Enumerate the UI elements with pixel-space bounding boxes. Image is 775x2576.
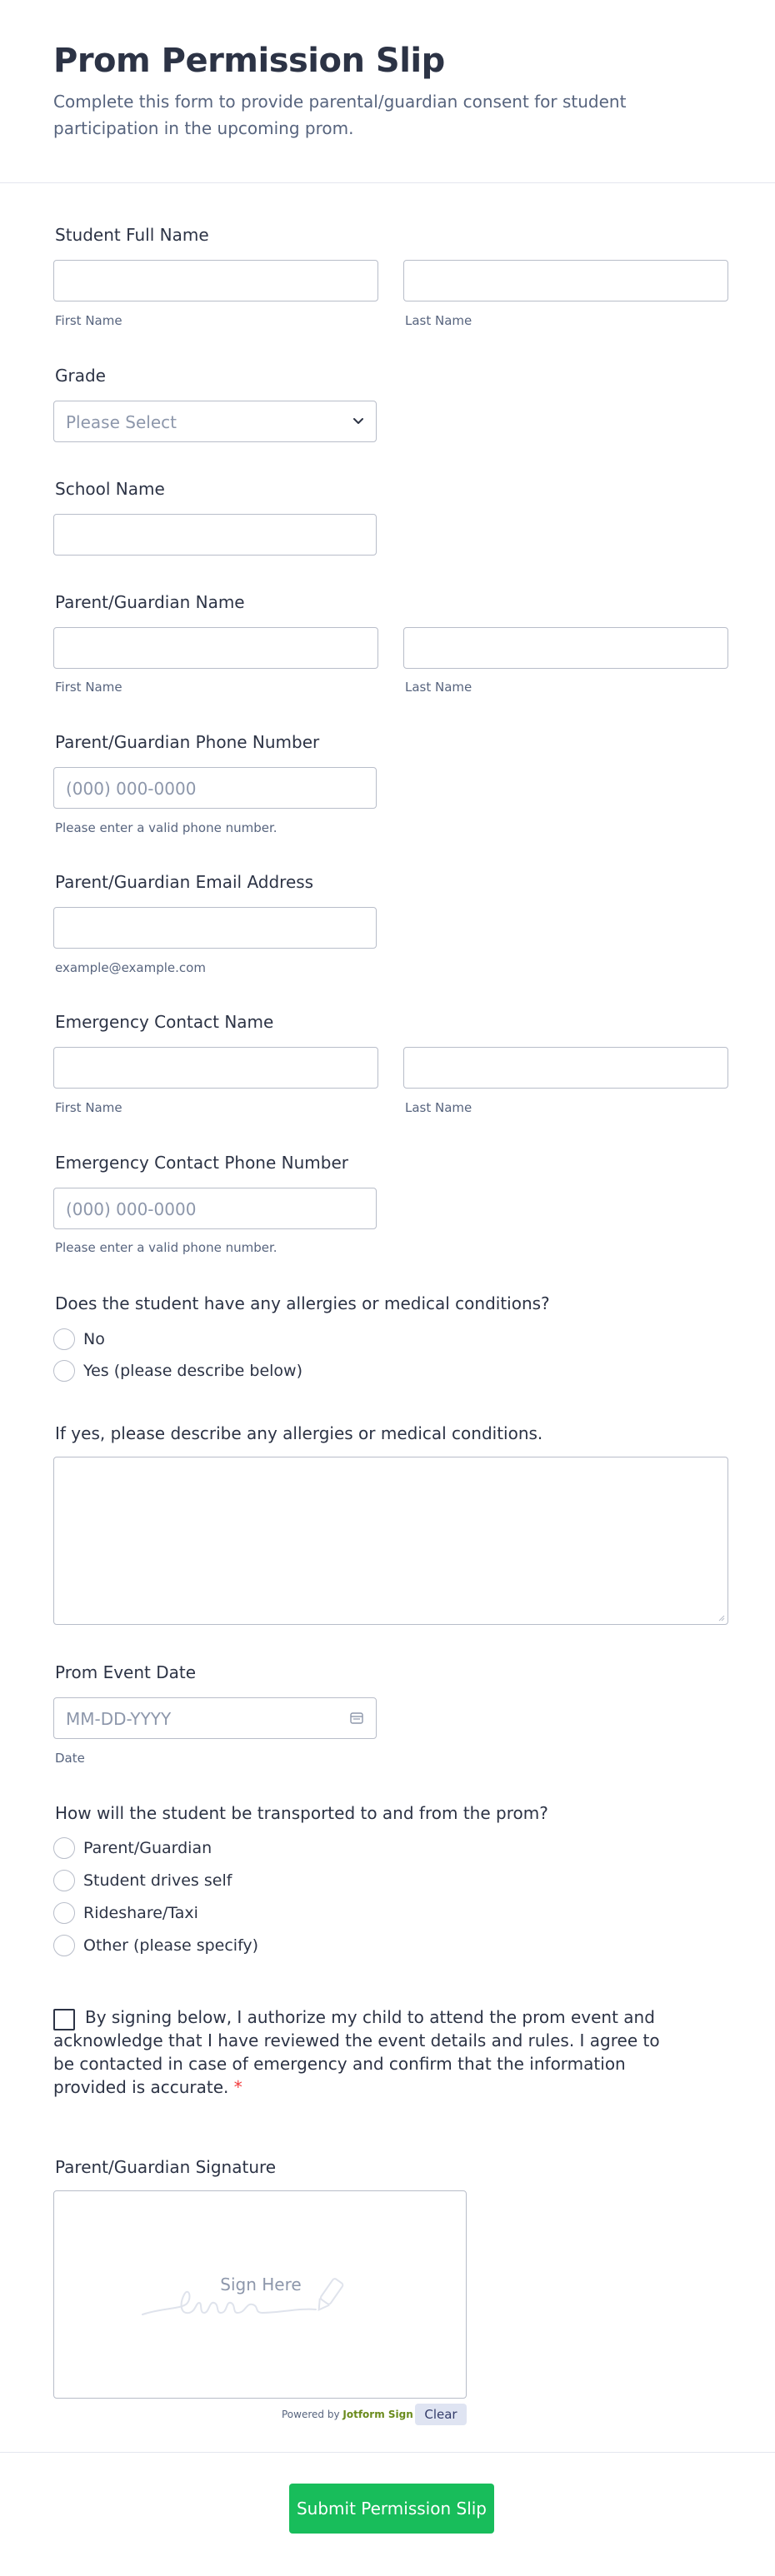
guardian-phone-label: Parent/Guardian Phone Number [55,732,320,752]
clear-signature-button[interactable]: Clear [415,2404,467,2425]
student-last-name-input[interactable] [403,260,728,301]
event-date-sublabel: Date [55,1751,85,1766]
signature-pad[interactable] [53,2190,467,2399]
allergy-description-label: If yes, please describe any allergies or medical conditions. [55,1423,543,1443]
grade-placeholder: Please Select [66,412,177,432]
footer-divider [0,2452,775,2453]
guardian-email-label: Parent/Guardian Email Address [55,872,314,892]
school-name-input[interactable] [53,514,377,556]
allergy-description-textarea[interactable] [53,1457,728,1625]
resize-handle-icon[interactable] [717,1613,725,1622]
school-name-label: School Name [55,479,165,499]
transport-option-label: Student drives self [83,1871,232,1890]
signature-placeholder: Sign Here [220,2275,302,2294]
guardian-last-name-sublabel: Last Name [405,680,472,695]
jotform-sign-brand[interactable]: Jotform Sign [342,2409,413,2420]
allergies-option-label: No [83,1330,105,1348]
required-asterisk: * [233,2077,242,2097]
emergency-phone-input[interactable] [53,1188,377,1229]
student-last-name-sublabel: Last Name [405,313,472,328]
event-date-placeholder: MM-DD-YYYY [66,1709,172,1729]
student-first-name-input[interactable] [53,260,378,301]
guardian-last-name-input[interactable] [403,627,728,669]
guardian-first-name-sublabel: First Name [55,680,122,695]
allergies-label: Does the student have any allergies or medical conditions? [55,1293,550,1313]
guardian-first-name-input[interactable] [53,627,378,669]
consent-statement: By signing below, I authorize my child to attend the prom event and acknowledge that I have reviewed the event details and rules. I agree to be contacted in case of emergency and confirm that the information provided is accurate. [53,2007,660,2097]
event-date-input[interactable] [53,1697,377,1739]
signature-label: Parent/Guardian Signature [55,2157,277,2177]
student-name-label: Student Full Name [55,225,209,245]
submit-button[interactable]: Submit Permission Slip [289,2484,494,2534]
emergency-phone-placeholder: (000) 000-0000 [66,1199,197,1219]
emergency-first-name-sublabel: First Name [55,1100,122,1115]
grade-label: Grade [55,366,106,386]
transport-option-label: Rideshare/Taxi [83,1904,198,1922]
transport-option-label: Other (please specify) [83,1936,259,1955]
guardian-name-label: Parent/Guardian Name [55,592,245,612]
radio-button[interactable] [53,1837,75,1859]
allergies-option-label: Yes (please describe below) [83,1362,303,1380]
chevron-down-icon [351,413,366,428]
consent-text [53,2005,670,2099]
grade-select[interactable] [53,401,377,442]
guardian-phone-input[interactable] [53,767,377,809]
radio-button[interactable] [53,1902,75,1924]
transport-option-label: Parent/Guardian [83,1839,212,1857]
radio-button[interactable] [53,1328,75,1350]
powered-by-text [282,2409,413,2420]
form-header [0,0,775,183]
guardian-email-hint: example@example.com [55,960,206,975]
guardian-phone-hint: Please enter a valid phone number. [55,820,278,835]
emergency-phone-label: Emergency Contact Phone Number [55,1153,348,1173]
emergency-name-label: Emergency Contact Name [55,1012,274,1032]
emergency-phone-hint: Please enter a valid phone number. [55,1240,278,1255]
guardian-email-input[interactable] [53,907,377,949]
student-first-name-sublabel: First Name [55,313,122,328]
radio-button[interactable] [53,1360,75,1382]
signature-scribble-icon [138,2266,388,2324]
form-title: Prom Permission Slip [53,42,445,80]
emergency-last-name-input[interactable] [403,1047,728,1089]
radio-button[interactable] [53,1935,75,1956]
emergency-last-name-sublabel: Last Name [405,1100,472,1115]
guardian-phone-placeholder: (000) 000-0000 [66,779,197,799]
form-subtitle: Complete this form to provide parental/guardian consent for student participation in the upcoming prom. [53,92,627,138]
event-date-label: Prom Event Date [55,1662,197,1682]
radio-button[interactable] [53,1870,75,1891]
transport-label: How will the student be transported to and from the prom? [55,1803,548,1823]
emergency-first-name-input[interactable] [53,1047,378,1089]
calendar-icon[interactable] [349,1711,364,1726]
powered-by-label: Powered by [282,2409,340,2420]
